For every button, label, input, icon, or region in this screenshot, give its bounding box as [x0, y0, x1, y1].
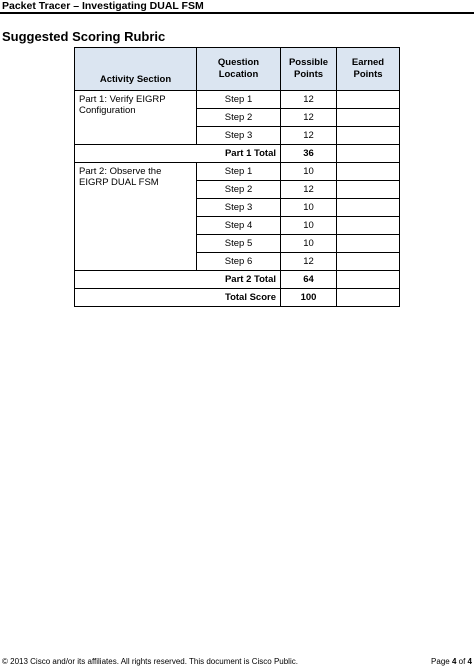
earned-cell: [337, 199, 400, 217]
points-cell: 10: [281, 235, 337, 253]
table-row-part2-total: [75, 271, 400, 289]
points-cell: 12: [281, 109, 337, 127]
step-cell: Step 1: [197, 91, 281, 109]
points-cell: 10: [281, 217, 337, 235]
page-current: 4: [451, 657, 457, 666]
step-cell: Step 4: [197, 217, 281, 235]
footer-page-number: [431, 657, 472, 666]
step-cell: Step 5: [197, 235, 281, 253]
earned-cell: [337, 127, 400, 145]
part1-name: Part 1: Verify EIGRP Configuration: [75, 91, 197, 145]
points-cell: 12: [281, 181, 337, 199]
step-cell: Step 6: [197, 253, 281, 271]
points-cell: 10: [281, 199, 337, 217]
section-title: Suggested Scoring Rubric: [2, 29, 166, 44]
points-cell: 12: [281, 91, 337, 109]
header-activity-section: Activity Section: [75, 48, 197, 91]
step-cell: Step 1: [197, 163, 281, 181]
earned-cell: [337, 109, 400, 127]
part2-total-label: Part 2 Total: [75, 271, 281, 289]
header-rule: [0, 12, 474, 14]
header-possible-points: Possible Points: [281, 48, 337, 91]
earned-cell: [337, 181, 400, 199]
step-cell: Step 2: [197, 181, 281, 199]
part1-total-label: Part 1 Total: [75, 145, 281, 163]
points-cell: 12: [281, 127, 337, 145]
document-title: Packet Tracer – Investigating DUAL FSM: [2, 0, 204, 12]
step-cell: Step 3: [197, 199, 281, 217]
page-total: 4: [467, 657, 472, 666]
page-label: Page: [431, 657, 450, 666]
earned-cell: [337, 271, 400, 289]
total-score-label: Total Score: [75, 289, 281, 307]
earned-cell: [337, 217, 400, 235]
table-row: [75, 91, 400, 109]
step-cell: Step 3: [197, 127, 281, 145]
step-cell: Step 2: [197, 109, 281, 127]
part2-total-points: 64: [281, 271, 337, 289]
earned-cell: [337, 235, 400, 253]
part1-total-points: 36: [281, 145, 337, 163]
header-earned-points: Earned Points: [337, 48, 400, 91]
points-cell: 10: [281, 163, 337, 181]
earned-cell: [337, 145, 400, 163]
footer-copyright: © 2013 Cisco and/or its affiliates. All rights reserved. This document is Cisco Public.: [2, 657, 298, 666]
points-cell: 12: [281, 253, 337, 271]
table-header-row: [75, 48, 400, 91]
part2-name: Part 2: Observe the EIGRP DUAL FSM: [75, 163, 197, 271]
page-of: of: [458, 657, 466, 666]
earned-cell: [337, 289, 400, 307]
table-row-total-score: [75, 289, 400, 307]
earned-cell: [337, 253, 400, 271]
scoring-rubric-table: [74, 47, 400, 307]
table-row-part1-total: [75, 145, 400, 163]
total-score-points: 100: [281, 289, 337, 307]
earned-cell: [337, 163, 400, 181]
header-question-location: Question Location: [197, 48, 281, 91]
earned-cell: [337, 91, 400, 109]
table-row: [75, 163, 400, 181]
